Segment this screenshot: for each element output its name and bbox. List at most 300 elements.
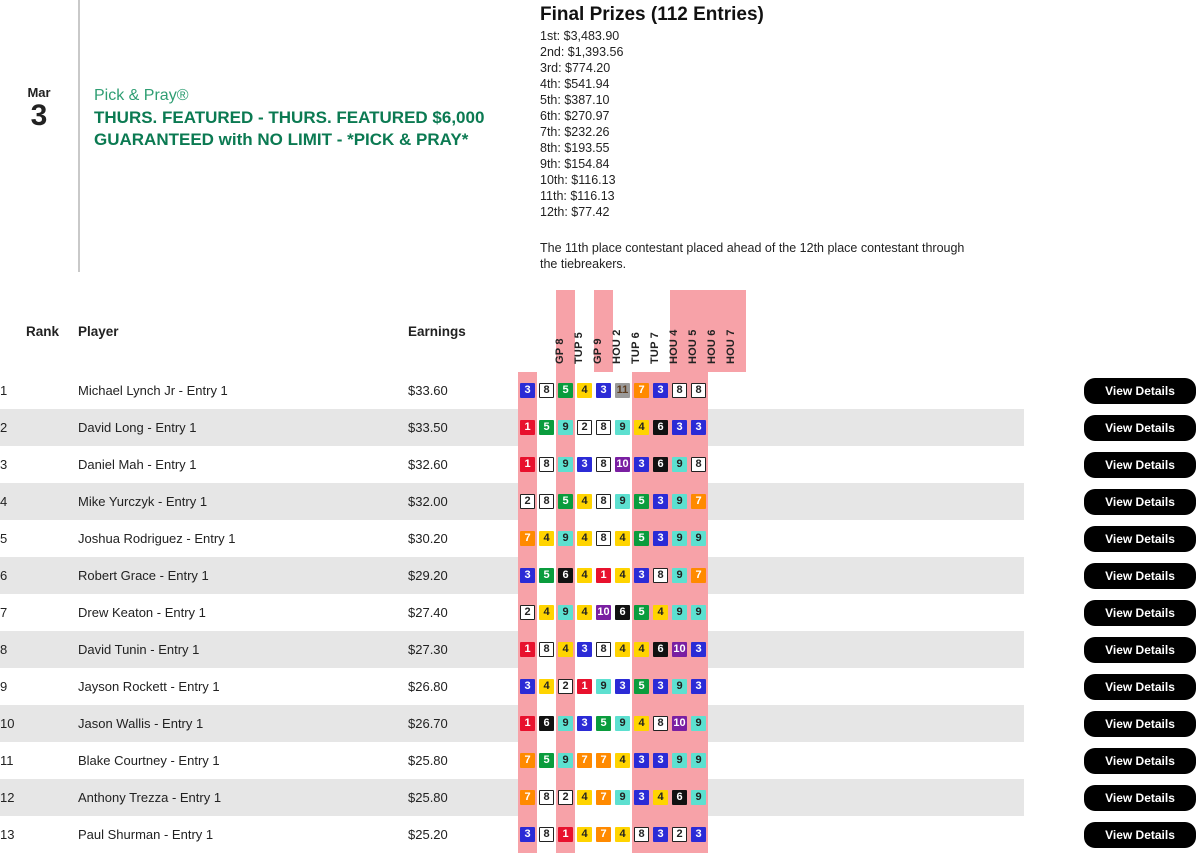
pick-value: 9 bbox=[596, 679, 611, 694]
contest-date bbox=[0, 0, 78, 272]
pick-value: 3 bbox=[577, 457, 592, 472]
pick-value: 8 bbox=[653, 568, 668, 583]
cell-earnings: $33.50 bbox=[408, 420, 448, 435]
pick-value: 8 bbox=[691, 457, 706, 472]
pick-cell bbox=[594, 409, 613, 446]
table-row bbox=[0, 742, 1024, 779]
cell-action bbox=[746, 483, 1175, 520]
cell-picks bbox=[518, 779, 746, 816]
pick-value: 5 bbox=[634, 494, 649, 509]
cell-action bbox=[746, 668, 1175, 705]
pick-value: 8 bbox=[539, 642, 554, 657]
pick-cell bbox=[556, 742, 575, 779]
pick-cell bbox=[689, 742, 708, 779]
pick-cell bbox=[537, 779, 556, 816]
pick-cell bbox=[670, 631, 689, 668]
prize-line: 12th: $77.42 bbox=[540, 205, 610, 219]
pick-value: 7 bbox=[634, 383, 649, 398]
pick-value: 5 bbox=[634, 531, 649, 546]
pick-value: 3 bbox=[520, 568, 535, 583]
pick-value: 7 bbox=[691, 494, 706, 509]
pick-value: 6 bbox=[653, 420, 668, 435]
pick-value: 9 bbox=[672, 531, 687, 546]
pick-cell bbox=[537, 631, 556, 668]
cell-picks bbox=[518, 446, 746, 483]
pick-cell bbox=[537, 557, 556, 594]
pick-value: 8 bbox=[539, 383, 554, 398]
pick-value: 5 bbox=[634, 605, 649, 620]
pick-column-label: HOU 7 bbox=[724, 329, 737, 364]
cell-action bbox=[746, 742, 1175, 779]
cell-rank: 8 bbox=[0, 642, 8, 657]
pick-value: 9 bbox=[672, 605, 687, 620]
pick-cell bbox=[632, 779, 651, 816]
pick-cell bbox=[689, 557, 708, 594]
cell-picks bbox=[518, 705, 746, 742]
cell-rank: 7 bbox=[0, 605, 8, 620]
pick-cell bbox=[575, 409, 594, 446]
view-details-button[interactable]: View Details bbox=[1084, 489, 1196, 515]
pick-value: 9 bbox=[672, 494, 687, 509]
pick-cell bbox=[632, 594, 651, 631]
table-row bbox=[0, 705, 1024, 742]
pick-cell bbox=[670, 816, 689, 853]
pick-cell bbox=[613, 483, 632, 520]
view-details-button[interactable]: View Details bbox=[1084, 452, 1196, 478]
final-prizes-title: Final Prizes (112 Entries) bbox=[540, 4, 764, 25]
pick-value: 1 bbox=[520, 420, 535, 435]
pick-value: 2 bbox=[558, 679, 573, 694]
pick-cell bbox=[594, 483, 613, 520]
pick-value: 4 bbox=[653, 605, 668, 620]
cell-picks bbox=[518, 372, 746, 409]
cell-earnings: $26.70 bbox=[408, 716, 448, 731]
pick-cell bbox=[556, 631, 575, 668]
pick-value: 5 bbox=[558, 383, 573, 398]
pick-cell bbox=[613, 594, 632, 631]
pick-value: 3 bbox=[634, 457, 649, 472]
pick-cell bbox=[689, 372, 708, 409]
pick-value: 2 bbox=[520, 605, 535, 620]
view-details-button[interactable]: View Details bbox=[1084, 526, 1196, 552]
pick-cell bbox=[613, 816, 632, 853]
pick-value: 9 bbox=[558, 753, 573, 768]
view-details-button[interactable]: View Details bbox=[1084, 785, 1196, 811]
cell-earnings: $27.30 bbox=[408, 642, 448, 657]
pick-value: 2 bbox=[520, 494, 535, 509]
pick-value: 3 bbox=[615, 679, 630, 694]
cell-rank: 1 bbox=[0, 383, 8, 398]
contest-header bbox=[0, 0, 1024, 272]
pick-cell bbox=[556, 372, 575, 409]
pick-cell bbox=[632, 520, 651, 557]
pick-cell bbox=[670, 594, 689, 631]
pick-value: 4 bbox=[558, 642, 573, 657]
pick-value: 4 bbox=[615, 827, 630, 842]
pick-cell bbox=[556, 446, 575, 483]
pick-value: 1 bbox=[558, 827, 573, 842]
pick-cell bbox=[670, 446, 689, 483]
pick-value: 9 bbox=[691, 716, 706, 731]
pick-value: 7 bbox=[520, 753, 535, 768]
cell-earnings: $33.60 bbox=[408, 383, 448, 398]
pick-column-label: HOU 5 bbox=[686, 329, 699, 364]
cell-rank: 6 bbox=[0, 568, 8, 583]
pick-value: 4 bbox=[539, 679, 554, 694]
pick-value: 8 bbox=[539, 457, 554, 472]
pick-cell bbox=[537, 483, 556, 520]
pick-cell bbox=[518, 668, 537, 705]
prize-line: 9th: $154.84 bbox=[540, 157, 610, 171]
prize-line: 1st: $3,483.90 bbox=[540, 29, 620, 43]
pick-value: 8 bbox=[653, 716, 668, 731]
pick-cell bbox=[537, 409, 556, 446]
pick-cell bbox=[632, 372, 651, 409]
view-details-button[interactable]: View Details bbox=[1084, 748, 1196, 774]
pick-cell bbox=[594, 520, 613, 557]
cell-earnings: $29.20 bbox=[408, 568, 448, 583]
pick-cell bbox=[537, 372, 556, 409]
pick-value: 5 bbox=[558, 494, 573, 509]
pick-cell bbox=[518, 520, 537, 557]
pick-cell bbox=[556, 409, 575, 446]
pick-cell bbox=[575, 742, 594, 779]
pick-value: 4 bbox=[577, 383, 592, 398]
cell-rank: 4 bbox=[0, 494, 8, 509]
pick-value: 3 bbox=[634, 753, 649, 768]
pick-value: 10 bbox=[673, 717, 686, 729]
pick-value: 8 bbox=[596, 531, 611, 546]
pick-column-label: TUP 7 bbox=[648, 332, 661, 364]
cell-action bbox=[746, 409, 1175, 446]
pick-value: 4 bbox=[539, 531, 554, 546]
column-header-rank: Rank bbox=[26, 323, 60, 339]
pick-value: 8 bbox=[596, 642, 611, 657]
view-details-button[interactable]: View Details bbox=[1084, 563, 1196, 589]
pick-value: 4 bbox=[615, 753, 630, 768]
cell-picks bbox=[518, 409, 746, 446]
pick-cell bbox=[613, 520, 632, 557]
pick-cell bbox=[651, 816, 670, 853]
cell-action bbox=[746, 557, 1175, 594]
cell-earnings: $25.80 bbox=[408, 753, 448, 768]
cell-action bbox=[746, 520, 1175, 557]
column-header-player: Player bbox=[78, 323, 119, 339]
table-row bbox=[0, 594, 1024, 631]
column-header-earnings: Earnings bbox=[408, 323, 466, 339]
pick-cell bbox=[651, 520, 670, 557]
cell-action bbox=[746, 594, 1175, 631]
contest-title-block bbox=[78, 0, 540, 272]
view-details-button[interactable]: View Details bbox=[1084, 711, 1196, 737]
pick-cell bbox=[518, 557, 537, 594]
pick-value: 3 bbox=[577, 642, 592, 657]
pick-value: 3 bbox=[653, 531, 668, 546]
pick-cell bbox=[594, 816, 613, 853]
pick-value: 7 bbox=[596, 790, 611, 805]
pick-value: 8 bbox=[539, 494, 554, 509]
table-row bbox=[0, 409, 1024, 446]
pick-cell bbox=[689, 779, 708, 816]
cell-picks bbox=[518, 483, 746, 520]
pick-cell bbox=[594, 742, 613, 779]
pick-cell bbox=[613, 409, 632, 446]
pick-cell bbox=[518, 816, 537, 853]
pick-value: 9 bbox=[691, 790, 706, 805]
cell-earnings: $30.20 bbox=[408, 531, 448, 546]
pick-value: 3 bbox=[653, 494, 668, 509]
cell-picks bbox=[518, 557, 746, 594]
pick-cell bbox=[518, 742, 537, 779]
pick-cell bbox=[613, 557, 632, 594]
cell-player: Drew Keaton - Entry 1 bbox=[78, 605, 206, 620]
cell-player: David Long - Entry 1 bbox=[78, 420, 197, 435]
pick-cell bbox=[651, 594, 670, 631]
pick-value: 9 bbox=[558, 716, 573, 731]
pick-value: 1 bbox=[520, 642, 535, 657]
pick-value: 8 bbox=[596, 494, 611, 509]
view-details-button[interactable]: View Details bbox=[1084, 415, 1196, 441]
pick-cell bbox=[632, 557, 651, 594]
pick-cell bbox=[651, 372, 670, 409]
pick-value: 7 bbox=[691, 568, 706, 583]
pick-cell bbox=[518, 779, 537, 816]
pick-cell bbox=[689, 668, 708, 705]
pick-column-label: TUP 6 bbox=[629, 332, 642, 364]
cell-picks bbox=[518, 631, 746, 668]
prize-line: 4th: $541.94 bbox=[540, 77, 610, 91]
table-row bbox=[0, 446, 1024, 483]
prize-line: 5th: $387.10 bbox=[540, 93, 610, 107]
cell-action bbox=[746, 816, 1175, 853]
pick-value: 4 bbox=[577, 568, 592, 583]
pick-cell bbox=[670, 742, 689, 779]
pick-cell bbox=[613, 742, 632, 779]
pick-value: 2 bbox=[577, 420, 592, 435]
pick-value: 8 bbox=[691, 383, 706, 398]
pick-cell bbox=[537, 668, 556, 705]
pick-cell bbox=[537, 446, 556, 483]
prize-line: 7th: $232.26 bbox=[540, 125, 610, 139]
pick-cell bbox=[689, 483, 708, 520]
pick-value: 6 bbox=[558, 568, 573, 583]
cell-player: Anthony Trezza - Entry 1 bbox=[78, 790, 222, 805]
pick-value: 3 bbox=[520, 679, 535, 694]
pick-cell bbox=[594, 779, 613, 816]
pick-value: 3 bbox=[577, 716, 592, 731]
pick-column-label: GP 9 bbox=[591, 338, 604, 364]
pick-value: 4 bbox=[577, 790, 592, 805]
cell-action bbox=[746, 446, 1175, 483]
pick-cell bbox=[613, 446, 632, 483]
pick-cell bbox=[594, 594, 613, 631]
cell-earnings: $25.20 bbox=[408, 827, 448, 842]
pick-cell bbox=[575, 631, 594, 668]
pick-cell bbox=[670, 409, 689, 446]
pick-value: 1 bbox=[520, 457, 535, 472]
pick-value: 6 bbox=[615, 605, 630, 620]
pick-cell bbox=[670, 557, 689, 594]
pick-value: 8 bbox=[539, 827, 554, 842]
pick-value: 9 bbox=[558, 457, 573, 472]
pick-value: 5 bbox=[634, 679, 649, 694]
pick-value: 3 bbox=[653, 679, 668, 694]
pick-cell bbox=[632, 705, 651, 742]
cell-player: Jayson Rockett - Entry 1 bbox=[78, 679, 220, 694]
header-row bbox=[0, 290, 1024, 372]
pick-value: 6 bbox=[653, 457, 668, 472]
view-details-button[interactable]: View Details bbox=[1084, 674, 1196, 700]
pick-value: 9 bbox=[558, 605, 573, 620]
pick-cell bbox=[613, 705, 632, 742]
pick-cell bbox=[556, 779, 575, 816]
pick-cell bbox=[556, 705, 575, 742]
pick-value: 3 bbox=[634, 568, 649, 583]
pick-column-label: HOU 4 bbox=[667, 329, 680, 364]
pick-value: 4 bbox=[539, 605, 554, 620]
pick-cell bbox=[594, 705, 613, 742]
table-row bbox=[0, 668, 1024, 705]
prize-line: 2nd: $1,393.56 bbox=[540, 45, 624, 59]
pick-cell bbox=[556, 520, 575, 557]
view-details-button[interactable]: View Details bbox=[1084, 600, 1196, 626]
pick-column-label: HOU 6 bbox=[705, 329, 718, 364]
pick-cell bbox=[651, 557, 670, 594]
pick-value: 4 bbox=[634, 642, 649, 657]
pick-value: 7 bbox=[596, 827, 611, 842]
pick-value: 8 bbox=[596, 420, 611, 435]
pick-cell bbox=[613, 668, 632, 705]
pick-cell bbox=[670, 520, 689, 557]
pick-cell bbox=[556, 557, 575, 594]
pick-value: 8 bbox=[672, 383, 687, 398]
cell-earnings: $26.80 bbox=[408, 679, 448, 694]
pick-value: 9 bbox=[672, 568, 687, 583]
pick-cell bbox=[651, 742, 670, 779]
pick-cell bbox=[689, 816, 708, 853]
cell-player: Michael Lynch Jr - Entry 1 bbox=[78, 383, 228, 398]
prize-list bbox=[540, 28, 996, 220]
pick-cell bbox=[556, 483, 575, 520]
table-row bbox=[0, 557, 1024, 594]
pick-cell bbox=[537, 520, 556, 557]
table-row bbox=[0, 483, 1024, 520]
pick-cell bbox=[651, 668, 670, 705]
pick-value: 7 bbox=[520, 790, 535, 805]
view-details-button[interactable]: View Details bbox=[1084, 822, 1196, 848]
pick-column-header bbox=[724, 290, 746, 372]
cell-action bbox=[746, 631, 1175, 668]
pick-cell bbox=[651, 409, 670, 446]
pick-cell bbox=[518, 446, 537, 483]
column-header-action bbox=[746, 290, 1024, 372]
cell-player: David Tunin - Entry 1 bbox=[78, 642, 200, 657]
cell-rank: 10 bbox=[0, 716, 15, 731]
pick-value: 5 bbox=[539, 420, 554, 435]
pick-cell bbox=[670, 779, 689, 816]
pick-cell bbox=[575, 557, 594, 594]
pick-cell bbox=[689, 446, 708, 483]
pick-value: 9 bbox=[558, 420, 573, 435]
pick-value: 8 bbox=[539, 790, 554, 805]
pick-cell bbox=[575, 816, 594, 853]
pick-cell bbox=[613, 631, 632, 668]
cell-picks bbox=[518, 668, 746, 705]
pick-value: 5 bbox=[539, 568, 554, 583]
leaderboard-head bbox=[0, 290, 1024, 372]
pick-cell bbox=[632, 816, 651, 853]
prize-line: 3rd: $774.20 bbox=[540, 61, 611, 75]
pick-value: 1 bbox=[596, 568, 611, 583]
prize-line: 6th: $270.97 bbox=[540, 109, 610, 123]
pick-value: 6 bbox=[672, 790, 687, 805]
pick-cell bbox=[651, 705, 670, 742]
pick-cell bbox=[575, 372, 594, 409]
pick-cell bbox=[670, 705, 689, 742]
pick-value: 9 bbox=[691, 531, 706, 546]
pick-value: 4 bbox=[577, 827, 592, 842]
pick-cell bbox=[670, 668, 689, 705]
pick-cell bbox=[689, 409, 708, 446]
pick-value: 7 bbox=[596, 753, 611, 768]
pick-cell bbox=[689, 520, 708, 557]
pick-cell bbox=[632, 631, 651, 668]
contest-type: Pick & Pray® bbox=[94, 87, 189, 104]
pick-cell bbox=[632, 668, 651, 705]
cell-rank: 3 bbox=[0, 457, 8, 472]
cell-player: Daniel Mah - Entry 1 bbox=[78, 457, 197, 472]
pick-cell bbox=[518, 705, 537, 742]
pick-value: 3 bbox=[672, 420, 687, 435]
pick-value: 3 bbox=[691, 827, 706, 842]
pick-cell bbox=[594, 557, 613, 594]
pick-value: 3 bbox=[653, 827, 668, 842]
view-details-button[interactable]: View Details bbox=[1084, 378, 1196, 404]
pick-value: 3 bbox=[634, 790, 649, 805]
pick-value: 7 bbox=[577, 753, 592, 768]
pick-cell bbox=[556, 594, 575, 631]
cell-action bbox=[746, 705, 1175, 742]
pick-cell bbox=[651, 631, 670, 668]
pick-cell bbox=[575, 779, 594, 816]
pick-cell bbox=[594, 372, 613, 409]
pick-column-label: GP 8 bbox=[553, 338, 566, 364]
pick-value: 3 bbox=[691, 679, 706, 694]
pick-cell bbox=[689, 594, 708, 631]
pick-cell bbox=[651, 446, 670, 483]
table-row bbox=[0, 520, 1024, 557]
cell-earnings: $27.40 bbox=[408, 605, 448, 620]
pick-value: 9 bbox=[672, 679, 687, 694]
cell-picks bbox=[518, 742, 746, 779]
pick-value: 2 bbox=[558, 790, 573, 805]
prize-line: 10th: $116.13 bbox=[540, 173, 616, 187]
cell-player: Mike Yurczyk - Entry 1 bbox=[78, 494, 208, 509]
pick-cell bbox=[575, 668, 594, 705]
pick-cell bbox=[537, 594, 556, 631]
view-details-button[interactable]: View Details bbox=[1084, 637, 1196, 663]
pick-value: 10 bbox=[673, 643, 686, 655]
cell-action bbox=[746, 372, 1175, 409]
contest-date-month: Mar bbox=[27, 85, 51, 100]
pick-cell bbox=[651, 483, 670, 520]
leaderboard-body bbox=[0, 372, 1175, 853]
pick-value: 3 bbox=[653, 753, 668, 768]
cell-action bbox=[746, 779, 1175, 816]
pick-value: 3 bbox=[653, 383, 668, 398]
pick-value: 9 bbox=[615, 420, 630, 435]
cell-picks bbox=[518, 520, 746, 557]
